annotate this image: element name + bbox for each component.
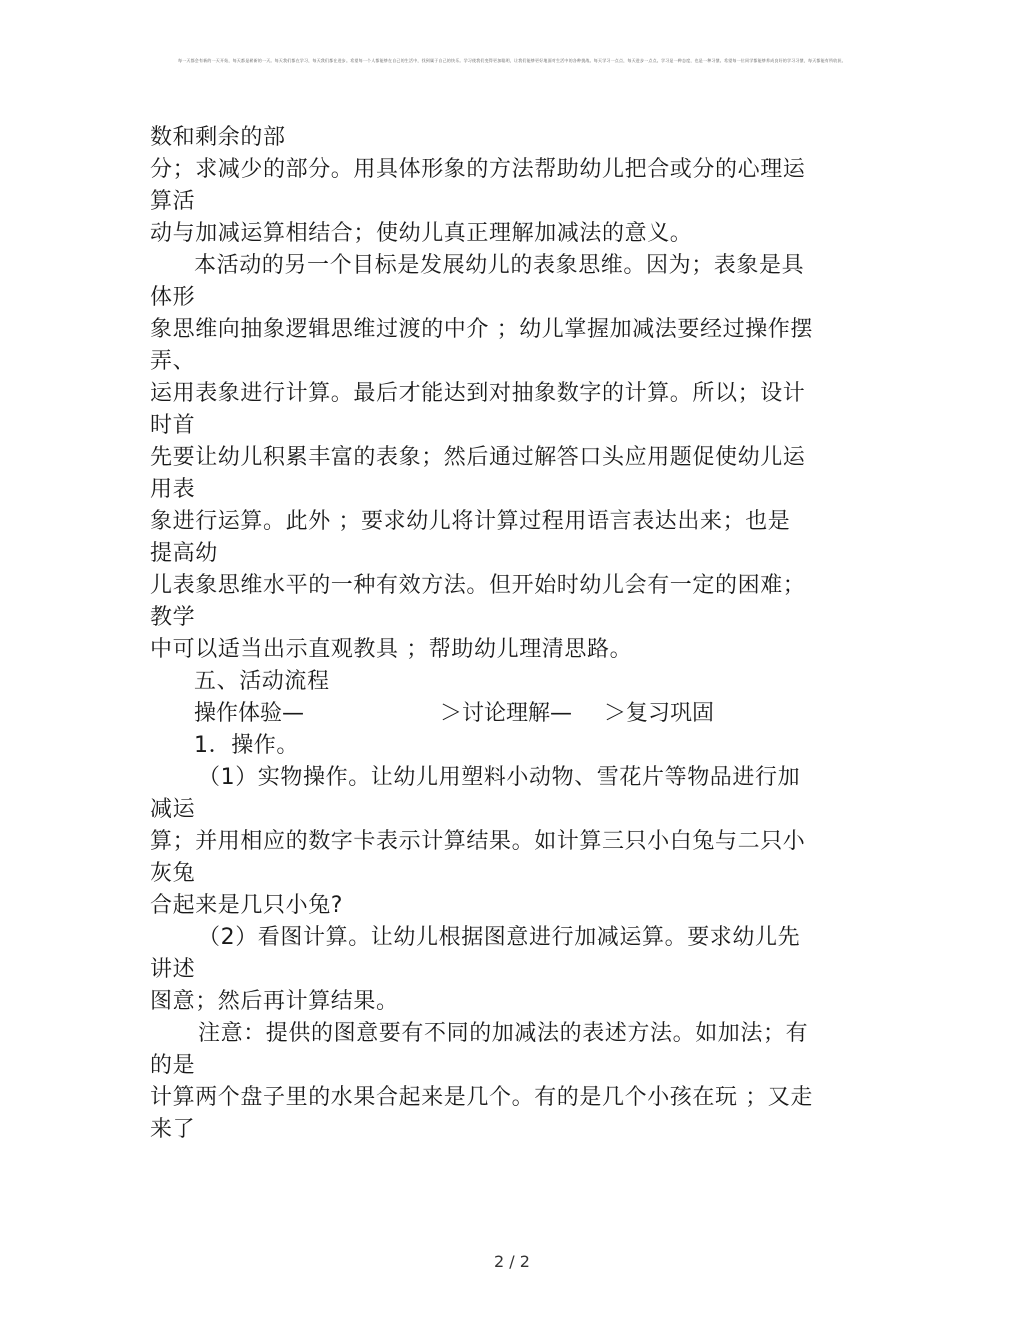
paragraph-start: （2）看图计算。让幼儿根据图意进行加减运算。要求幼儿先 (198, 925, 801, 950)
text-line: 算；并用相应的数字卡表示计算结果。如计算三只小白兔与二只小 (150, 829, 806, 854)
flow-step-operate: 操作体验— (194, 701, 305, 726)
text-line: 合起来是几只小兔? (150, 893, 344, 918)
text-line: 减运 (150, 797, 196, 822)
text-line: 图意；然后再计算结果。 (150, 989, 399, 1014)
text-line: 运用表象进行计算。最后才能达到对抽象数字的计算。所以；设计 (150, 381, 806, 406)
text-line: 计算两个盘子里的水果合起来是几个。有的是几个小孩在玩 ；又走 (150, 1085, 813, 1110)
text-line: 儿表象思维水平的一种有效方法。但开始时幼儿会有一定的困难； (150, 573, 806, 598)
section-heading: 五、活动流程 (194, 669, 330, 694)
text-line: 教学 (150, 605, 196, 630)
text-line: 算活 (150, 189, 196, 214)
text-line: 用表 (150, 477, 196, 502)
page-number: 2 / 2 (494, 1252, 530, 1271)
flow-step-discuss: ＞讨论理解— (440, 701, 573, 726)
text-line: 象思维向抽象逻辑思维过渡的中介 ；幼儿掌握加减法要经过操作摆 (150, 317, 813, 342)
paragraph-start: （1）实物操作。让幼儿用塑料小动物、雪花片等物品进行加 (198, 765, 801, 790)
paragraph-start: 注意：提供的图意要有不同的加减法的表述方法。如加法；有 (198, 1021, 809, 1046)
text-line: 分；求减少的部分。用具体形象的方法帮助幼儿把合或分的心理运 (150, 157, 806, 182)
text-line: 提高幼 (150, 541, 218, 566)
paragraph-start: 本活动的另一个目标是发展幼儿的表象思维。因为；表象是具 (194, 253, 805, 278)
text-line: 讲述 (150, 957, 196, 982)
text-line: 体形 (150, 285, 196, 310)
text-line: 先要让幼儿积累丰富的表象；然后通过解答口头应用题促使幼儿运 (150, 445, 806, 470)
text-line: 灰兔 (150, 861, 196, 886)
subsection-heading: 1．操作。 (194, 733, 299, 758)
text-line: 中可以适当出示直观教具 ；帮助幼儿理清思路。 (150, 637, 633, 662)
text-line: 的是 (150, 1053, 196, 1078)
activity-flow (150, 698, 850, 730)
flow-step-review: ＞复习巩固 (604, 701, 715, 726)
document-body (150, 122, 850, 1146)
text-line: 数和剩余的部 (150, 125, 286, 150)
text-line: 时首 (150, 413, 196, 438)
header-note: 每一天都会有新的一天开始，每天都是崭新的一天。每天我们都在学习，每天我们都在进步。希望每一个人都能够在自己的生活中，找到属于自己的快乐。学习使我们变得更加聪明，让我们能够更好地面对生活中的各种挑战。每天学习一点点，每天进步一点点。学习是一种态度，也是一种习惯。希望每一位同学都能够养成良好的学习习惯，每天都能有所收获。 (178, 58, 846, 63)
text-line: 来了 (150, 1117, 196, 1142)
text-line: 象进行运算。此外 ；要求幼儿将计算过程用语言表达出来；也是 (150, 509, 791, 534)
text-line: 弄、 (150, 349, 196, 374)
text-line: 动与加减运算相结合；使幼儿真正理解加减法的意义。 (150, 221, 693, 246)
